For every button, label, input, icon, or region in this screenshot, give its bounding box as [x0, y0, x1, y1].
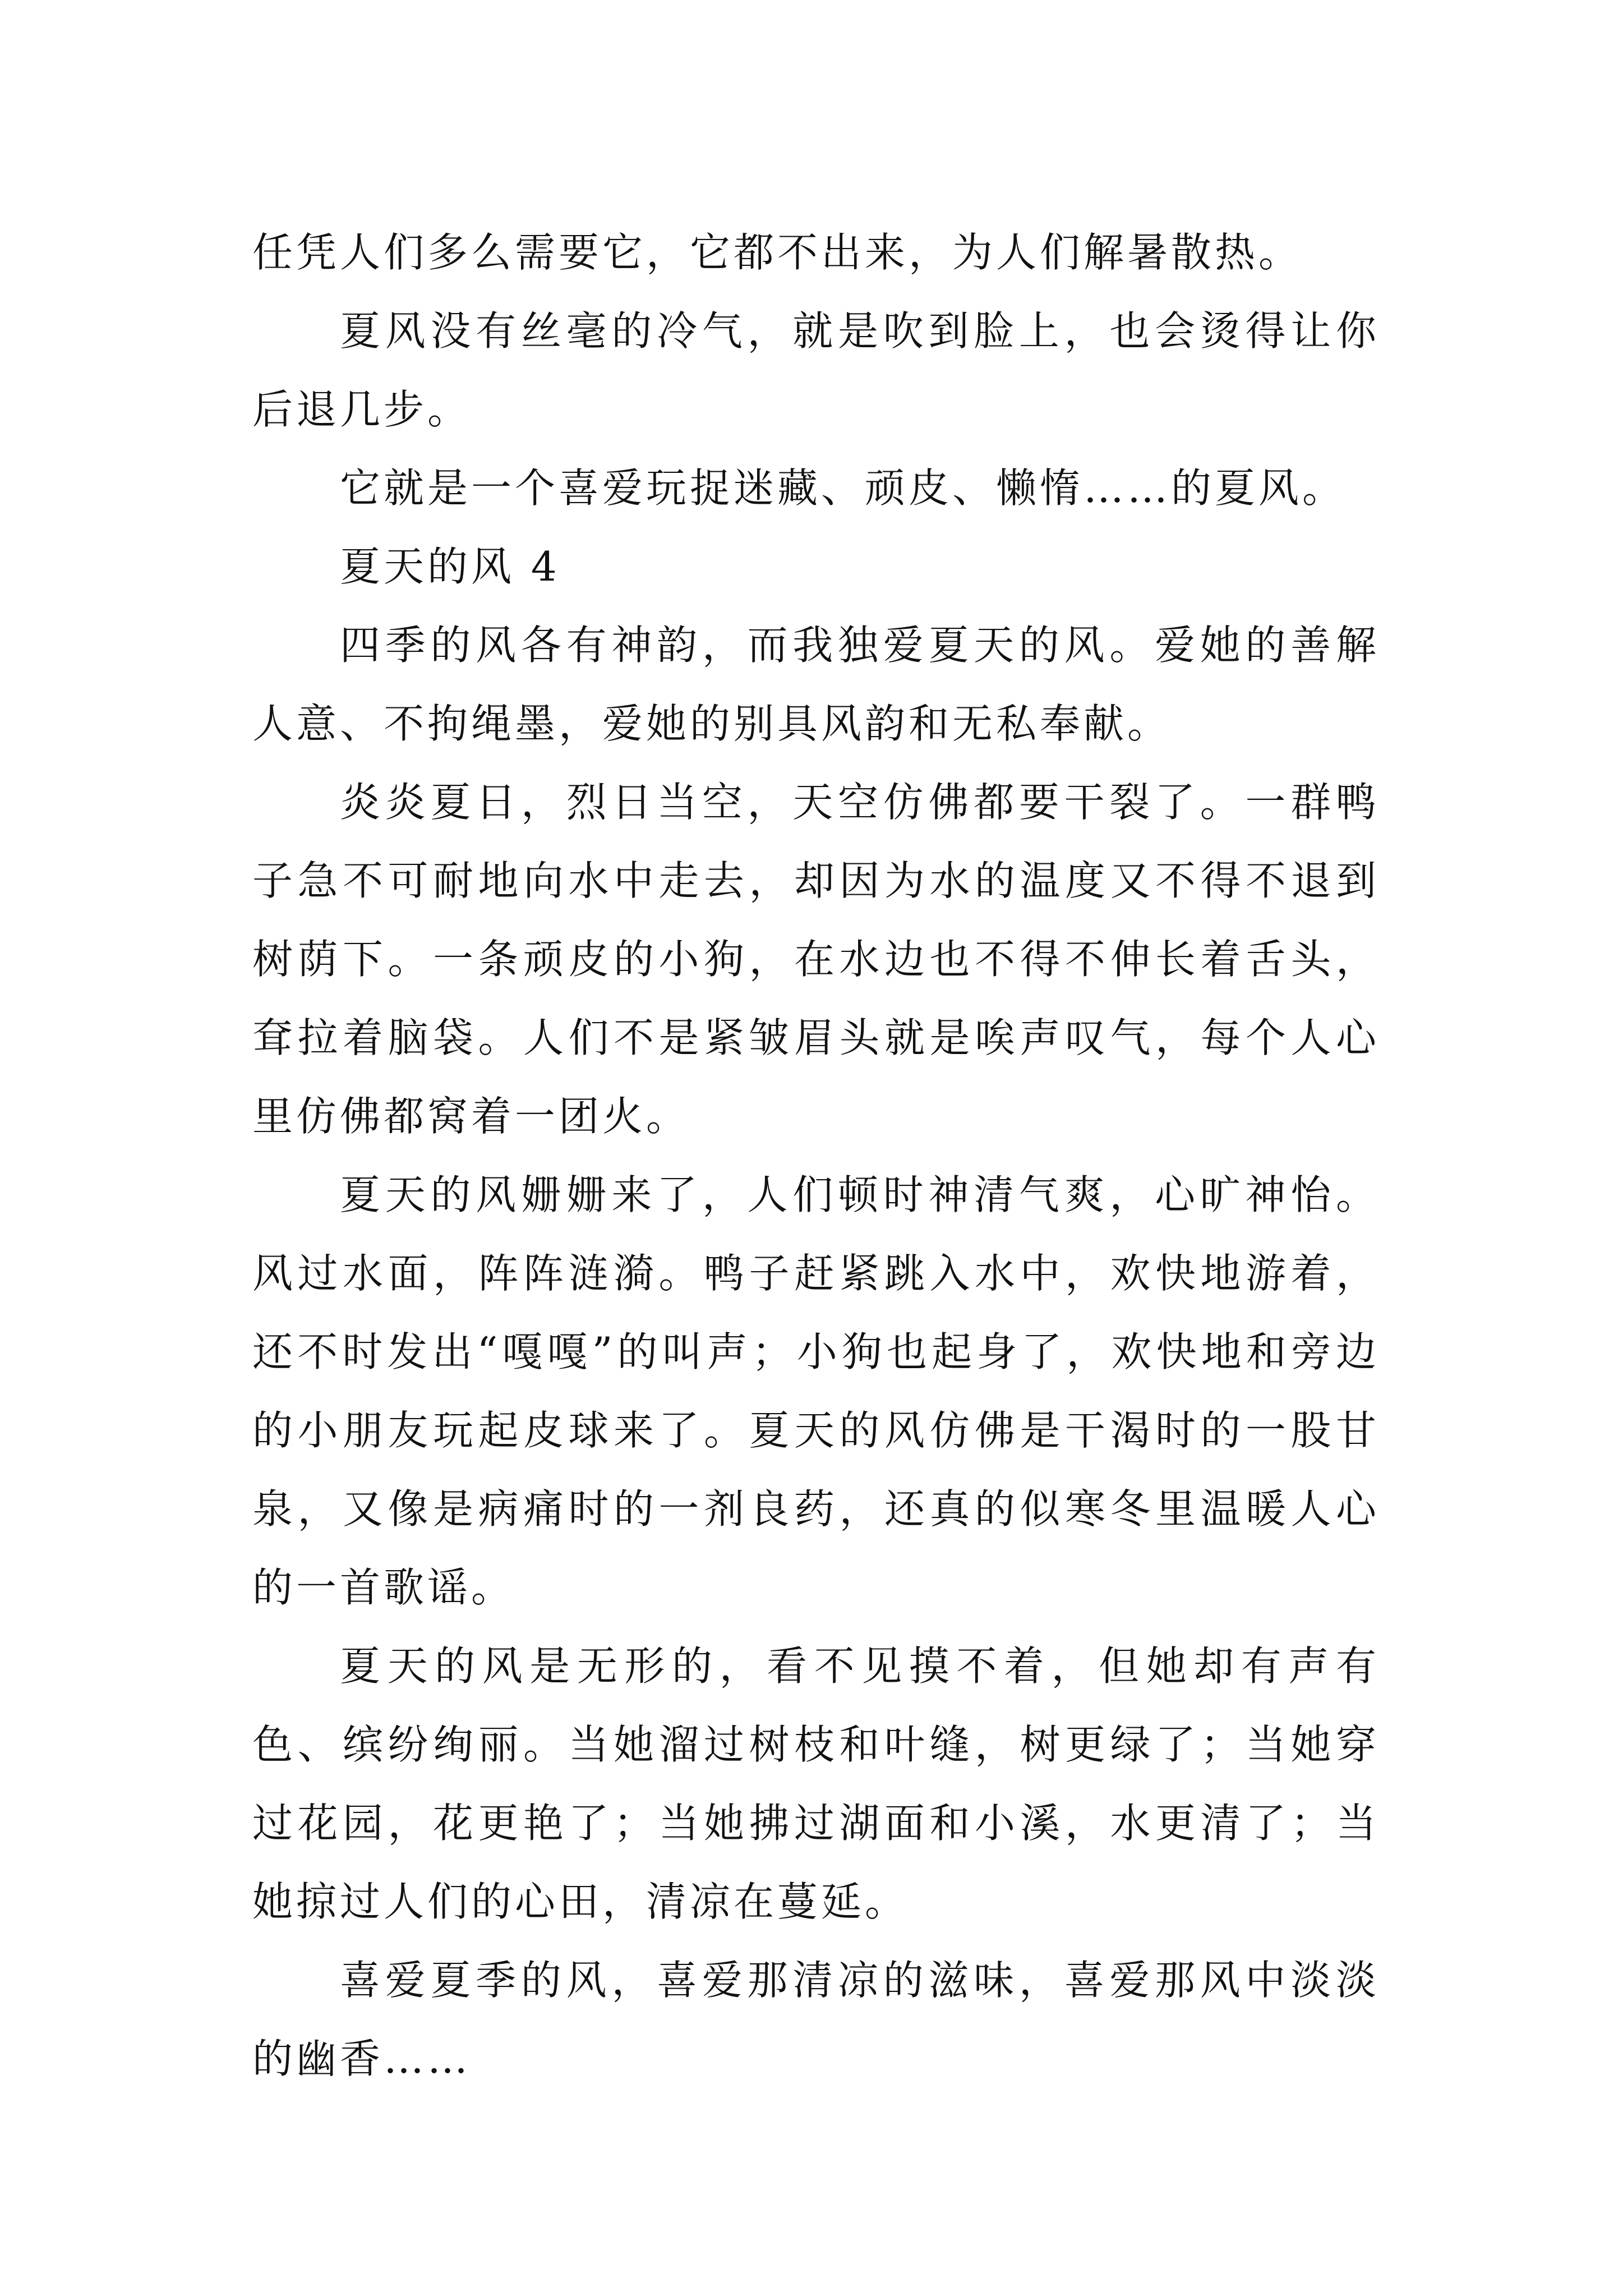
- paragraph-4: 四季的风各有神韵，而我独爱夏天的风。爱她的善解人意、不拘绳墨，爱她的别具风韵和无私奉献。: [252, 622, 1380, 747]
- document-body: [252, 213, 1380, 2098]
- paragraph-6: 夏天的风姗姗来了，人们顿时神清气爽，心旷神怡。风过水面，阵阵涟漪。鸭子赶紧跳入水中，欢快地游着，还不时发出“嘎嘎”的叫声；小狗也起身了，欢快地和旁边的小朋友玩起皮球来了。夏天的风仿佛是干渴时的一股甘泉，又像是病痛时的一剂良药，还真的似寒冬里温暖人心的一首歌谣。: [252, 1171, 1380, 1611]
- paragraph-3: 它就是一个喜爱玩捉迷藏、顽皮、懒惰……的夏风。: [340, 464, 1347, 512]
- paragraph-2: 夏风没有丝毫的冷气，就是吹到脸上，也会烫得让你后退几步。: [252, 307, 1380, 433]
- paragraph-7: 夏天的风是无形的，看不见摸不着，但她却有声有色、缤纷绚丽。当她溜过树枝和叶缝，树更绿了；当她穿过花园，花更艳了；当她拂过湖面和小溪，水更清了；当她掠过人们的心田，清凉在蔓延。: [252, 1642, 1380, 1925]
- section-heading: 夏天的风 4: [340, 543, 560, 590]
- paragraph-1: 任凭人们多么需要它，它都不出来，为人们解暑散热。: [252, 229, 1303, 276]
- paragraph-8: 喜爱夏季的风，喜爱那清凉的滋味，喜爱那风中淡淡的幽香……: [252, 1957, 1380, 2082]
- paragraph-5: 炎炎夏日，烈日当空，天空仿佛都要干裂了。一群鸭子急不可耐地向水中走去，却因为水的温度又不得不退到树荫下。一条顽皮的小狗，在水边也不得不伸长着舌头，耷拉着脑袋。人们不是紧皱眉头就是唉声叹气，每个人心里仿佛都窝着一团火。: [252, 779, 1380, 1140]
